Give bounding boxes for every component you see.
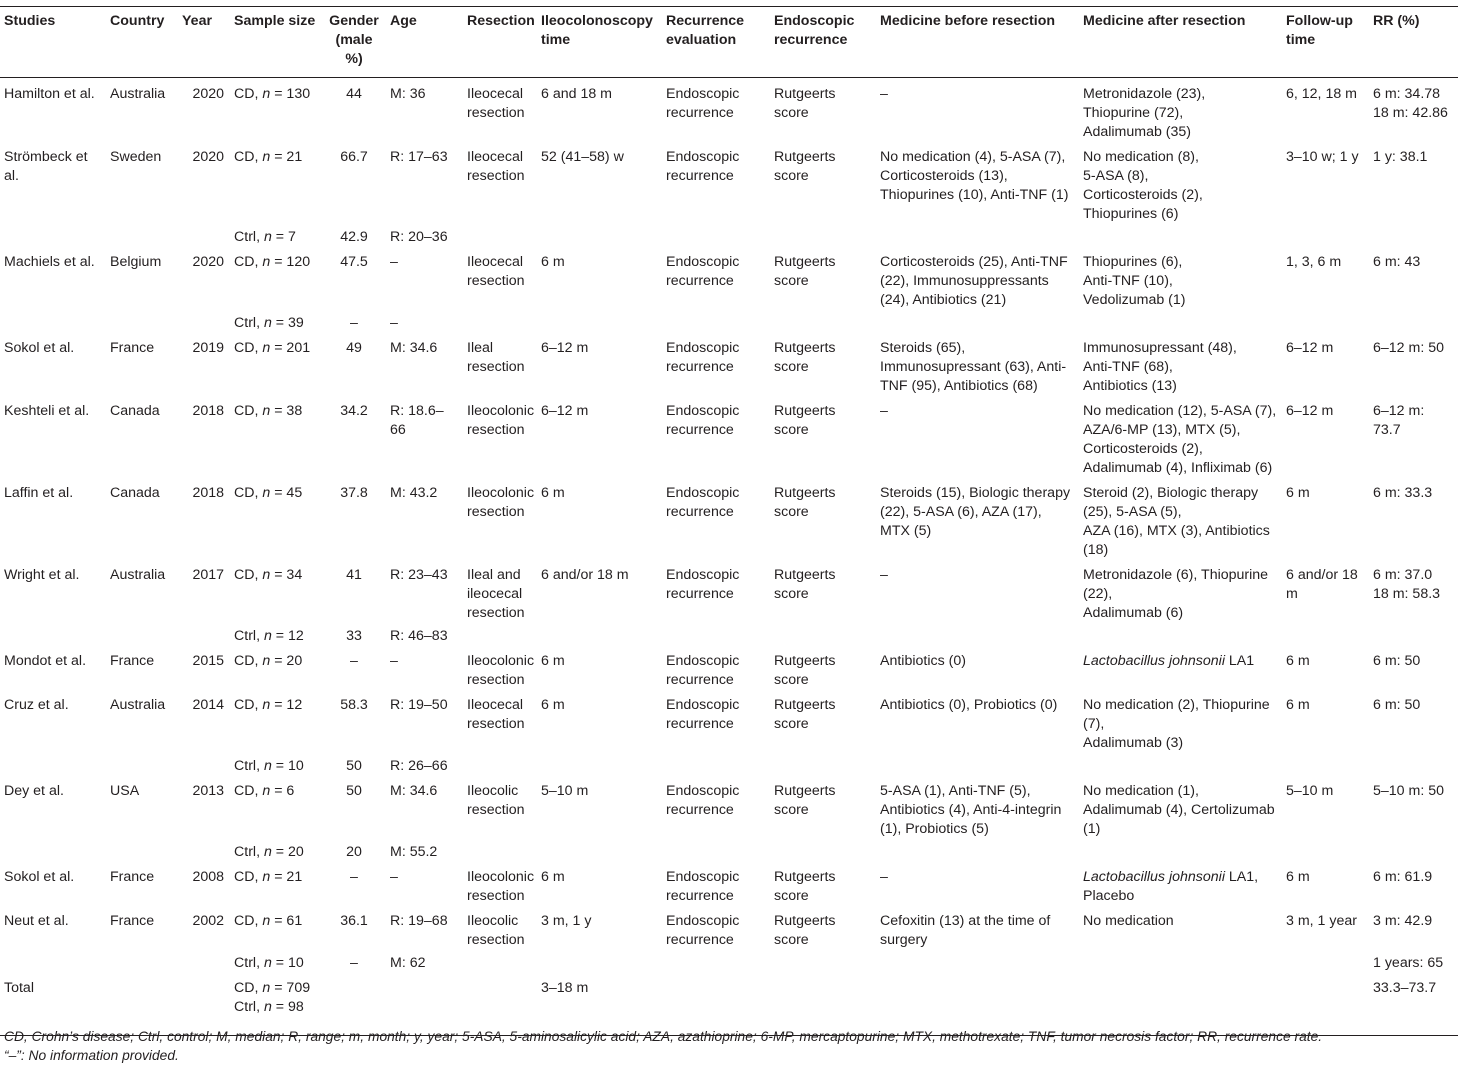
cell-study xyxy=(0,755,106,778)
cell-endoscopic-recurrence xyxy=(770,312,876,335)
cell-resection xyxy=(463,841,537,864)
cell-gender: 34.2 xyxy=(340,403,368,419)
header-resection: Resection xyxy=(463,7,537,78)
cell-study: Dey et al. xyxy=(4,783,64,799)
cell-study: Keshteli et al. xyxy=(4,403,90,419)
cell-medicine-before: 5-ASA (1), Anti-TNF (5), Antibiotics (4), Anti-4-integrin (1), Probiotics (5) xyxy=(880,783,1062,837)
cell-medicine-after: No medication (1), Adalimumab (4), Certolizumab (1) xyxy=(1083,783,1275,837)
cell-rr: 6 m: 50 xyxy=(1373,697,1421,713)
header-follow-up-time: Follow-up time xyxy=(1282,7,1369,78)
cell-sample-size: Ctrl, n = 12 xyxy=(234,628,304,644)
cell-follow-up-time: 6 m xyxy=(1286,485,1310,501)
cell-resection: Ileocecal resection xyxy=(467,86,525,121)
table-row xyxy=(0,78,1458,145)
cell-ileocolonoscopy-time: 6–12 m xyxy=(541,403,589,419)
cell-age: M: 36 xyxy=(390,86,426,102)
cell-resection: Ileocolic resection xyxy=(467,783,525,818)
cell-rr xyxy=(1369,226,1458,249)
cell-study: Mondot et al. xyxy=(4,653,87,669)
cell-medicine-before xyxy=(876,755,1079,778)
cell-medicine-before: Steroids (65), Immunosupressant (63), Anti-TNF (95), Antibiotics (68) xyxy=(880,340,1067,394)
header-medicine-before: Medicine before resection xyxy=(876,7,1079,78)
cell-resection: Ileal and ileocecal resection xyxy=(467,567,525,621)
table-body xyxy=(0,78,1458,1036)
header-ileocolonoscopy-time: Ileocolonoscopy time xyxy=(537,7,662,78)
cell-sample-size: Ctrl, n = 10 xyxy=(234,955,304,971)
cell-country: Sweden xyxy=(110,149,162,165)
cell-year: 2018 xyxy=(192,403,224,419)
cell-medicine-before: Antibiotics (0), Probiotics (0) xyxy=(880,697,1058,713)
header-sample-size: Sample size xyxy=(230,7,322,78)
cell-ileocolonoscopy-time: 6 m xyxy=(541,869,565,885)
cell-gender: 50 xyxy=(346,758,362,774)
cell-country: Canada xyxy=(110,403,160,419)
header-studies: Studies xyxy=(0,7,106,78)
cell-ileocolonoscopy-time: 5–10 m xyxy=(541,783,589,799)
cell-rr: 1 years: 65 xyxy=(1373,955,1444,971)
cell-year: 2020 xyxy=(192,254,224,270)
cell-resection xyxy=(463,952,537,975)
cell-ileocolonoscopy-time: 6 m xyxy=(541,485,565,501)
cell-gender: 41 xyxy=(346,567,362,583)
cell-medicine-after: Thiopurines (6), Anti-TNF (10), Vedolizumab (1) xyxy=(1083,254,1186,308)
cell-age: – xyxy=(390,315,398,331)
cell-resection: Ileocolonic resection xyxy=(467,653,535,688)
cell-age: – xyxy=(390,653,398,669)
cell-follow-up-time: 6 m xyxy=(1286,697,1310,713)
cell-study xyxy=(0,226,106,249)
cell-recurrence-evaluation: Endoscopic recurrence xyxy=(666,149,740,184)
cell-ileocolonoscopy-time xyxy=(537,755,662,778)
cell-sample-size: CD, n = 201 xyxy=(234,340,311,356)
cell-recurrence-evaluation xyxy=(662,226,770,249)
cell-ileocolonoscopy-time xyxy=(537,312,662,335)
cell-medicine-before xyxy=(876,312,1079,335)
cell-resection xyxy=(463,625,537,648)
cell-study: Cruz et al. xyxy=(4,697,69,713)
cell-year: 2020 xyxy=(192,149,224,165)
cell-medicine-after xyxy=(1079,312,1282,335)
cell-resection: Ileocolonic resection xyxy=(467,485,535,520)
cell-age: R: 20–36 xyxy=(390,229,448,245)
cell-age: R: 46–83 xyxy=(390,628,448,644)
cell-rr xyxy=(1369,841,1458,864)
cell-year xyxy=(178,312,230,335)
table-row xyxy=(0,625,1458,648)
cell-ileocolonoscopy-time xyxy=(537,952,662,975)
cell-sample-size: CD, n = 12 xyxy=(234,697,303,713)
cell-gender: 66.7 xyxy=(340,149,368,165)
cell-country: France xyxy=(110,653,155,669)
cell-medicine-after xyxy=(1079,841,1282,864)
footnote-abbreviations: CD, Crohn’s disease; Ctrl, control; M, median; R, range; m, month; y, year; 5-ASA, 5-aminosalicylic acid; AZA, azathioprine; 6-MP, mercaptopurine; MTX, methotrexate; TNF, tumor necrosis factor; RR, recurrence rate. xyxy=(4,1029,1323,1044)
cell-rr: 6 m: 50 xyxy=(1373,653,1421,669)
cell-ileocolonoscopy-time: 6 and/or 18 m xyxy=(541,567,629,583)
cell-country: Belgium xyxy=(110,254,162,270)
cell-gender: 33 xyxy=(346,628,362,644)
cell-endoscopic-recurrence xyxy=(770,625,876,648)
table-row xyxy=(0,144,1458,226)
cell-endoscopic-recurrence: Rutgeerts score xyxy=(774,86,836,121)
header-rr: RR (%) xyxy=(1369,7,1458,78)
cell-ileocolonoscopy-time xyxy=(537,841,662,864)
cell-medicine-before xyxy=(876,841,1079,864)
cell-endoscopic-recurrence xyxy=(770,226,876,249)
table-row xyxy=(0,562,1458,625)
cell-medicine-before: – xyxy=(880,869,888,885)
table-row xyxy=(0,841,1458,864)
cell-follow-up-time: 6–12 m xyxy=(1286,403,1334,419)
cell-age: R: 17–63 xyxy=(390,149,448,165)
cell-gender: 58.3 xyxy=(340,697,368,713)
cell-age: M: 43.2 xyxy=(390,485,438,501)
cell-rr: 6 m: 43 xyxy=(1373,254,1421,270)
cell-gender: – xyxy=(350,955,358,971)
cell-age: M: 55.2 xyxy=(390,844,438,860)
cell-country xyxy=(106,226,178,249)
cell-medicine-after: Metronidazole (23), Thiopurine (72), Adalimumab (35) xyxy=(1083,86,1206,140)
cell-endoscopic-recurrence: Rutgeerts score xyxy=(774,403,836,438)
cell-medicine-before: – xyxy=(880,403,888,419)
cell-sample-size: CD, n = 709 Ctrl, n = 98 xyxy=(230,975,322,1036)
cell-sample-size: CD, n = 6 xyxy=(234,783,295,799)
cell-year xyxy=(178,625,230,648)
cell-ileocolonoscopy-time xyxy=(537,625,662,648)
cell-follow-up-time xyxy=(1282,625,1369,648)
cell-medicine-after: No medication xyxy=(1083,913,1174,929)
cell-endoscopic-recurrence xyxy=(770,952,876,975)
cell-rr: 6 m: 34.78 18 m: 42.86 xyxy=(1373,86,1448,121)
cell-recurrence-evaluation: Endoscopic recurrence xyxy=(666,567,740,602)
cell-country: USA xyxy=(110,783,140,799)
cell-medicine-before xyxy=(876,625,1079,648)
cell-follow-up-time: 3–10 w; 1 y xyxy=(1286,149,1359,165)
cell-follow-up-time: 6, 12, 18 m xyxy=(1286,86,1357,102)
cell-rr: 1 y: 38.1 xyxy=(1373,149,1428,165)
cell-gender: 37.8 xyxy=(340,485,368,501)
cell-resection xyxy=(463,755,537,778)
header-country: Country xyxy=(106,7,178,78)
cell-country xyxy=(106,755,178,778)
cell-study: Wright et al. xyxy=(4,567,80,583)
cell-study: Hamilton et al. xyxy=(4,86,95,102)
cell-recurrence-evaluation xyxy=(662,841,770,864)
cell-ileocolonoscopy-time: 6 m xyxy=(541,697,565,713)
cell-age: – xyxy=(390,254,398,270)
cell-medicine-after: Steroid (2), Biologic therapy (25), 5-ASA (5), AZA (16), MTX (3), Antibiotics (18) xyxy=(1083,485,1270,558)
cell-follow-up-time: 6 and/or 18 m xyxy=(1286,567,1358,602)
cell-study: Machiels et al. xyxy=(4,254,95,270)
cell-study: Laffin et al. xyxy=(4,485,74,501)
cell-medicine-after: No medication (12), 5-ASA (7), AZA/6-MP (13), MTX (5), Corticosteroids (2), Adalimumab (4), Infliximab (6) xyxy=(1083,403,1277,476)
cell-rr xyxy=(1369,625,1458,648)
cell-year: 2018 xyxy=(192,485,224,501)
cell-sample-size: CD, n = 21 xyxy=(234,869,303,885)
cell-country: France xyxy=(110,869,155,885)
cell-medicine-after xyxy=(1079,226,1282,249)
cell-medicine-before: No medication (4), 5-ASA (7), Corticosteroids (13), Thiopurines (10), Anti-TNF (1) xyxy=(880,149,1069,203)
cell-recurrence-evaluation: Endoscopic recurrence xyxy=(666,340,740,375)
cell-recurrence-evaluation xyxy=(662,312,770,335)
cell-sample-size: CD, n = 120 xyxy=(234,254,311,270)
cell-resection: Ileocolonic resection xyxy=(467,869,535,904)
cell-rr: 33.3–73.7 xyxy=(1369,975,1458,1036)
cell-country: France xyxy=(110,913,155,929)
cell-country xyxy=(106,841,178,864)
cell-follow-up-time: 3 m, 1 year xyxy=(1286,913,1357,929)
cell-gender: – xyxy=(350,653,358,669)
table-row xyxy=(0,864,1458,908)
table-row xyxy=(0,480,1458,562)
cell-year: 2014 xyxy=(192,697,224,713)
cell-rr xyxy=(1369,755,1458,778)
cell-medicine-after: Lactobacillus johnsonii LA1, Placebo xyxy=(1083,869,1259,904)
table-row xyxy=(0,398,1458,480)
cell-sample-size: CD, n = 20 xyxy=(234,653,303,669)
cell-gender: 47.5 xyxy=(340,254,368,270)
header-endoscopic-recurrence: Endoscopic recurrence xyxy=(770,7,876,78)
cell-study xyxy=(0,625,106,648)
table-row xyxy=(0,908,1458,952)
cell-rr: 6 m: 33.3 xyxy=(1373,485,1433,501)
table-row xyxy=(0,778,1458,841)
footnote-dash-note: “–”: No information provided. xyxy=(4,1048,179,1063)
cell-sample-size: CD, n = 38 xyxy=(234,403,303,419)
cell-follow-up-time xyxy=(1282,841,1369,864)
cell-year: 2008 xyxy=(192,869,224,885)
header-medicine-after: Medicine after resection xyxy=(1079,7,1282,78)
cell-study: Strömbeck et al. xyxy=(4,149,88,184)
cell-recurrence-evaluation: Endoscopic recurrence xyxy=(666,783,740,818)
cell-age: M: 34.6 xyxy=(390,340,438,356)
cell-follow-up-time xyxy=(1282,952,1369,975)
table-row xyxy=(0,335,1458,398)
cell-medicine-after xyxy=(1079,755,1282,778)
cell-gender: – xyxy=(350,869,358,885)
cell-age: M: 34.6 xyxy=(390,783,438,799)
cell-year: 2015 xyxy=(192,653,224,669)
cell-follow-up-time: 1, 3, 6 m xyxy=(1286,254,1342,270)
cell-follow-up-time xyxy=(1282,312,1369,335)
cell-endoscopic-recurrence: Rutgeerts score xyxy=(774,485,836,520)
cell-recurrence-evaluation xyxy=(662,625,770,648)
table-row xyxy=(0,755,1458,778)
table-header-row xyxy=(0,7,1458,78)
cell-medicine-before: – xyxy=(880,567,888,583)
cell-year: 2019 xyxy=(192,340,224,356)
cell-age: – xyxy=(390,869,398,885)
header-recurrence-evaluation: Recurrence evaluation xyxy=(662,7,770,78)
cell-rr: 6–12 m: 50 xyxy=(1373,340,1444,356)
cell-endoscopic-recurrence: Rutgeerts score xyxy=(774,653,836,688)
cell-resection: Ileocecal resection xyxy=(467,149,525,184)
cell-resection: Ileocolic resection xyxy=(467,913,525,948)
cell-study: Neut et al. xyxy=(4,913,69,929)
cell-age: R: 19–50 xyxy=(390,697,448,713)
cell-resection xyxy=(463,226,537,249)
cell-sample-size: Ctrl, n = 10 xyxy=(234,758,304,774)
cell-medicine-after: Metronidazole (6), Thiopurine (22), Adalimumab (6) xyxy=(1083,567,1269,621)
cell-study xyxy=(0,952,106,975)
cell-recurrence-evaluation: Endoscopic recurrence xyxy=(666,485,740,520)
cell-gender: – xyxy=(350,315,358,331)
cell-endoscopic-recurrence: Rutgeerts score xyxy=(774,869,836,904)
cell-resection: Ileocolonic resection xyxy=(467,403,535,438)
cell-medicine-after: No medication (8), 5-ASA (8), Corticosteroids (2), Thiopurines (6) xyxy=(1083,149,1203,222)
cell-gender: 50 xyxy=(346,783,362,799)
cell-ileocolonoscopy-time: 6 m xyxy=(541,254,565,270)
cell-ileocolonoscopy-time: 3 m, 1 y xyxy=(541,913,592,929)
cell-rr: 6 m: 61.9 xyxy=(1373,869,1433,885)
cell-study: Sokol et al. xyxy=(4,869,75,885)
cell-rr: 6 m: 37.0 18 m: 58.3 xyxy=(1373,567,1441,602)
studies-table xyxy=(0,6,1458,1036)
cell-medicine-before: Cefoxitin (13) at the time of surgery xyxy=(880,913,1051,948)
table-row xyxy=(0,312,1458,335)
cell-study xyxy=(0,312,106,335)
cell-medicine-before xyxy=(876,952,1079,975)
cell-medicine-before: Antibiotics (0) xyxy=(880,653,966,669)
cell-country: Canada xyxy=(110,485,160,501)
cell-gender: 20 xyxy=(346,844,362,860)
cell-gender: 36.1 xyxy=(340,913,368,929)
cell-country: Australia xyxy=(110,86,166,102)
cell-endoscopic-recurrence xyxy=(770,755,876,778)
cell-recurrence-evaluation: Endoscopic recurrence xyxy=(666,254,740,289)
cell-ileocolonoscopy-time xyxy=(537,226,662,249)
cell-sample-size: Ctrl, n = 7 xyxy=(234,229,296,245)
cell-ileocolonoscopy-time: 3–18 m xyxy=(537,975,662,1036)
cell-country: France xyxy=(110,340,155,356)
cell-country: Australia xyxy=(110,567,166,583)
cell-endoscopic-recurrence: Rutgeerts score xyxy=(774,340,836,375)
cell-medicine-before: – xyxy=(880,86,888,102)
table-row xyxy=(0,249,1458,312)
cell-endoscopic-recurrence: Rutgeerts score xyxy=(774,567,836,602)
cell-medicine-after: Immunosupressant (48), Anti-TNF (68), Antibiotics (13) xyxy=(1083,340,1237,394)
cell-follow-up-time xyxy=(1282,755,1369,778)
table-footnote xyxy=(4,1027,1454,1065)
cell-resection: Ileal resection xyxy=(467,340,525,375)
cell-resection xyxy=(463,312,537,335)
header-year: Year xyxy=(178,7,230,78)
cell-ileocolonoscopy-time: 52 (41–58) w xyxy=(541,149,624,165)
cell-age: R: 18.6–66 xyxy=(390,403,444,438)
cell-ileocolonoscopy-time: 6 m xyxy=(541,653,565,669)
cell-follow-up-time: 6 m xyxy=(1286,653,1310,669)
cell-sample-size: CD, n = 21 xyxy=(234,149,303,165)
cell-rr xyxy=(1369,312,1458,335)
cell-endoscopic-recurrence xyxy=(770,841,876,864)
table-row xyxy=(0,952,1458,975)
cell-medicine-after xyxy=(1079,952,1282,975)
cell-year: 2002 xyxy=(192,913,224,929)
cell-endoscopic-recurrence: Rutgeerts score xyxy=(774,913,836,948)
cell-medicine-before xyxy=(876,226,1079,249)
cell-endoscopic-recurrence: Rutgeerts score xyxy=(774,149,836,184)
cell-country xyxy=(106,312,178,335)
cell-sample-size: Ctrl, n = 20 xyxy=(234,844,304,860)
cell-follow-up-time: 6 m xyxy=(1286,869,1310,885)
cell-recurrence-evaluation: Endoscopic recurrence xyxy=(666,697,740,732)
cell-follow-up-time: 6–12 m xyxy=(1286,340,1334,356)
cell-sample-size: Ctrl, n = 39 xyxy=(234,315,304,331)
cell-medicine-after xyxy=(1079,625,1282,648)
cell-medicine-after: No medication (2), Thiopurine (7), Adalimumab (3) xyxy=(1083,697,1270,751)
cell-gender: 42.9 xyxy=(340,229,368,245)
header-age: Age xyxy=(386,7,463,78)
cell-rr: 5–10 m: 50 xyxy=(1373,783,1444,799)
table-row xyxy=(0,692,1458,755)
cell-sample-size: CD, n = 61 xyxy=(234,913,303,929)
cell-country xyxy=(106,952,178,975)
cell-year xyxy=(178,952,230,975)
cell-year: 2013 xyxy=(192,783,224,799)
cell-endoscopic-recurrence: Rutgeerts score xyxy=(774,697,836,732)
cell-age: R: 23–43 xyxy=(390,567,448,583)
cell-sample-size: CD, n = 34 xyxy=(234,567,303,583)
cell-follow-up-time: 5–10 m xyxy=(1286,783,1334,799)
table-row xyxy=(0,226,1458,249)
cell-ileocolonoscopy-time: 6 and 18 m xyxy=(541,86,612,102)
cell-age: R: 19–68 xyxy=(390,913,448,929)
cell-recurrence-evaluation: Endoscopic recurrence xyxy=(666,653,740,688)
cell-study xyxy=(0,841,106,864)
cell-recurrence-evaluation: Endoscopic recurrence xyxy=(666,403,740,438)
cell-follow-up-time xyxy=(1282,226,1369,249)
header-gender: Gender (male %) xyxy=(322,7,386,78)
cell-recurrence-evaluation xyxy=(662,952,770,975)
cell-country: Australia xyxy=(110,697,166,713)
cell-study: Total xyxy=(0,975,106,1036)
cell-gender: 49 xyxy=(346,340,362,356)
cell-year xyxy=(178,755,230,778)
cell-resection: Ileocecal resection xyxy=(467,697,525,732)
cell-year: 2017 xyxy=(192,567,224,583)
cell-country xyxy=(106,625,178,648)
cell-year xyxy=(178,226,230,249)
cell-endoscopic-recurrence: Rutgeerts score xyxy=(774,783,836,818)
cell-year: 2020 xyxy=(192,86,224,102)
cell-sample-size: CD, n = 130 xyxy=(234,86,311,102)
cell-sample-size: CD, n = 45 xyxy=(234,485,303,501)
cell-recurrence-evaluation xyxy=(662,755,770,778)
cell-medicine-before: Steroids (15), Biologic therapy (22), 5-ASA (6), AZA (17), MTX (5) xyxy=(880,485,1071,539)
cell-study: Sokol et al. xyxy=(4,340,75,356)
cell-year xyxy=(178,841,230,864)
cell-endoscopic-recurrence: Rutgeerts score xyxy=(774,254,836,289)
table-row xyxy=(0,648,1458,692)
cell-recurrence-evaluation: Endoscopic recurrence xyxy=(666,86,740,121)
cell-age: M: 62 xyxy=(390,955,426,971)
cell-recurrence-evaluation: Endoscopic recurrence xyxy=(666,869,740,904)
cell-medicine-before: Corticosteroids (25), Anti-TNF (22), Immunosuppressants (24), Antibiotics (21) xyxy=(880,254,1068,308)
cell-gender: 44 xyxy=(346,86,362,102)
cell-recurrence-evaluation: Endoscopic recurrence xyxy=(666,913,740,948)
cell-age: R: 26–66 xyxy=(390,758,448,774)
cell-resection: Ileocecal resection xyxy=(467,254,525,289)
cell-medicine-after: Lactobacillus johnsonii LA1 xyxy=(1083,653,1255,669)
cell-ileocolonoscopy-time: 6–12 m xyxy=(541,340,589,356)
cell-rr: 6–12 m: 73.7 xyxy=(1373,403,1425,438)
cell-rr: 3 m: 42.9 xyxy=(1373,913,1433,929)
